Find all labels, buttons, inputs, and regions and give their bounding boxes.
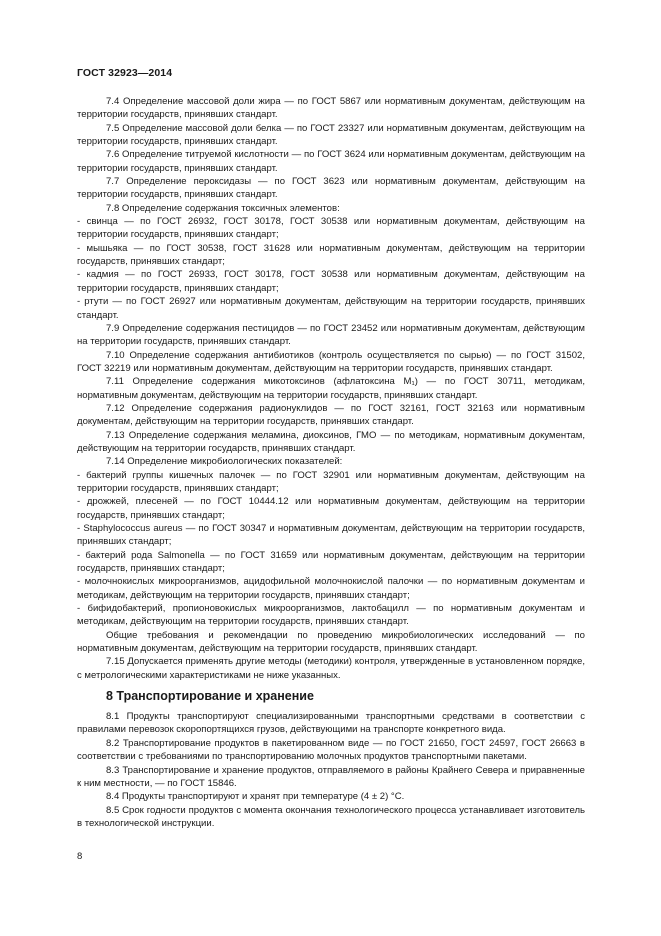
paragraph-7-12: 7.12 Определение содержания радионуклидов — по ГОСТ 32161, ГОСТ 32163 или нормативным документам, действующим на территории государств, принявших стандарт. <box>77 402 585 428</box>
list-item-staphylococcus: - Staphylococcus aureus — по ГОСТ 30347 и нормативным документам, действующим на территории государств, принявших стандарт; <box>77 523 585 548</box>
paragraph-general-requirements: Общие требования и рекомендации по проведению микробиологических исследований — по нормативным документам, действующим на территории государств, принявших стандарт. <box>77 629 585 655</box>
paragraph-7-6: 7.6 Определение титруемой кислотности — по ГОСТ 3624 или нормативным документам, действующим на территории государств, принявших стандарт. <box>77 149 585 174</box>
paragraph-7-11: 7.11 Определение содержания микотоксинов (афлатоксина M₁) — по ГОСТ 30711, методикам, нормативным документам, действующим на территории государств, принявших стандарт. <box>77 376 585 401</box>
list-item-mercury: - ртути — по ГОСТ 26927 или нормативным документам, действующим на территории государств, принявших стандарт. <box>77 296 585 321</box>
paragraph-8-3: 8.3 Транспортирование и хранение продуктов, отправляемого в районы Крайнего Севера и приравненные к ним местности, — по ГОСТ 15846. <box>77 764 585 789</box>
paragraph-7-8: 7.8 Определение содержания токсичных элементов: <box>106 202 340 214</box>
paragraph-8-4: 8.4 Продукты транспортируют и хранят при температуре (4 ± 2) °C. <box>106 791 405 803</box>
list-item-yeast: - дрожжей, плесеней — по ГОСТ 10444.12 или нормативным документам, действующим на территории государств, принявших стандарт; <box>77 496 585 521</box>
paragraph-8-1: 8.1 Продукты транспортируют специализированными транспортными средствами в соответствии с правилами перевозок скоропортящихся грузов, действующими на транспорте конкретного вида. <box>77 711 585 736</box>
list-item-bifido: - бифидобактерий, пропионовокислых микроорганизмов, лактобацилл — по нормативным документам и методикам, действующим на территории государств, принявших стандарт. <box>77 603 585 628</box>
paragraph-8-5: 8.5 Срок годности продуктов с момента окончания технологического процесса устанавливает изготовитель в технологической инструкции. <box>77 804 585 829</box>
list-item-cadmium: - кадмия — по ГОСТ 26933, ГОСТ 30178, ГОСТ 30538 или нормативным документам, действующим на территории государств, принявших стандарт; <box>77 269 585 294</box>
paragraph-7-4: 7.4 Определение массовой доли жира — по ГОСТ 5867 или нормативным документам, действующим на территории государств, принявших стандарт. <box>77 96 585 121</box>
document-header: ГОСТ 32923—2014 <box>77 67 173 79</box>
paragraph-7-7: 7.7 Определение пероксидазы — по ГОСТ 3623 или нормативным документам, действующим на территории государств, принявших стандарт. <box>77 176 585 201</box>
list-item-lead: - свинца — по ГОСТ 26932, ГОСТ 30178, ГОСТ 30538 или нормативным документам, действующим на территории государств, принявших стандарт; <box>77 216 585 241</box>
section-heading: 8 Транспортирование и хранение <box>106 689 314 704</box>
list-item-lactic: - молочнокислых микроорганизмов, ацидофильной молочнокислой палочки — по нормативным документам и методикам, действующим на территории государств, принявших стандарт; <box>77 576 585 601</box>
paragraph-7-10: 7.10 Определение содержания антибиотиков (контроль осуществляется по сырью) — по ГОСТ 31502, ГОСТ 32219 или нормативным документам, действующим на территории государств, принявших стандарт. <box>77 349 585 374</box>
paragraph-7-14: 7.14 Определение микробиологических показателей: <box>106 456 343 468</box>
list-item-salmonella: - бактерий рода Salmonella — по ГОСТ 31659 или нормативным документам, действующим на территории государств, принявших стандарт; <box>77 549 585 575</box>
paragraph-7-13: 7.13 Определение содержания меламина, диоксинов, ГМО — по методикам, нормативным документам, действующим на территории государств, принявших стандарт. <box>77 429 585 454</box>
paragraph-8-2: 8.2 Транспортирование продуктов в пакетированном виде — по ГОСТ 21650, ГОСТ 24597, ГОСТ 26663 в соответствии с требованиями по транспортированию молочных продуктов транспортными пакетами. <box>77 737 585 763</box>
paragraph-7-9: 7.9 Определение содержания пестицидов — по ГОСТ 23452 или нормативным документам, действующим на территории государств, принявших стандарт. <box>77 322 585 348</box>
document-body <box>77 95 585 830</box>
paragraph-7-5: 7.5 Определение массовой доли белка — по ГОСТ 23327 или нормативным документам, действующим на территории государств, принявших стандарт. <box>77 122 585 148</box>
list-item-coliform: - бактерий группы кишечных палочек — по ГОСТ 32901 или нормативным документам, действующим на территории государств, принявших стандарт; <box>77 469 585 494</box>
paragraph-7-15: 7.15 Допускается применять другие методы (методики) контроля, утвержденные в установленном порядке, с метрологическими характеристиками не ниже указанных. <box>77 656 585 681</box>
list-item-arsenic: - мышьяка — по ГОСТ 30538, ГОСТ 31628 или нормативным документам, действующим на территории государств, принявших стандарт; <box>77 242 585 268</box>
page-number: 8 <box>77 851 83 862</box>
